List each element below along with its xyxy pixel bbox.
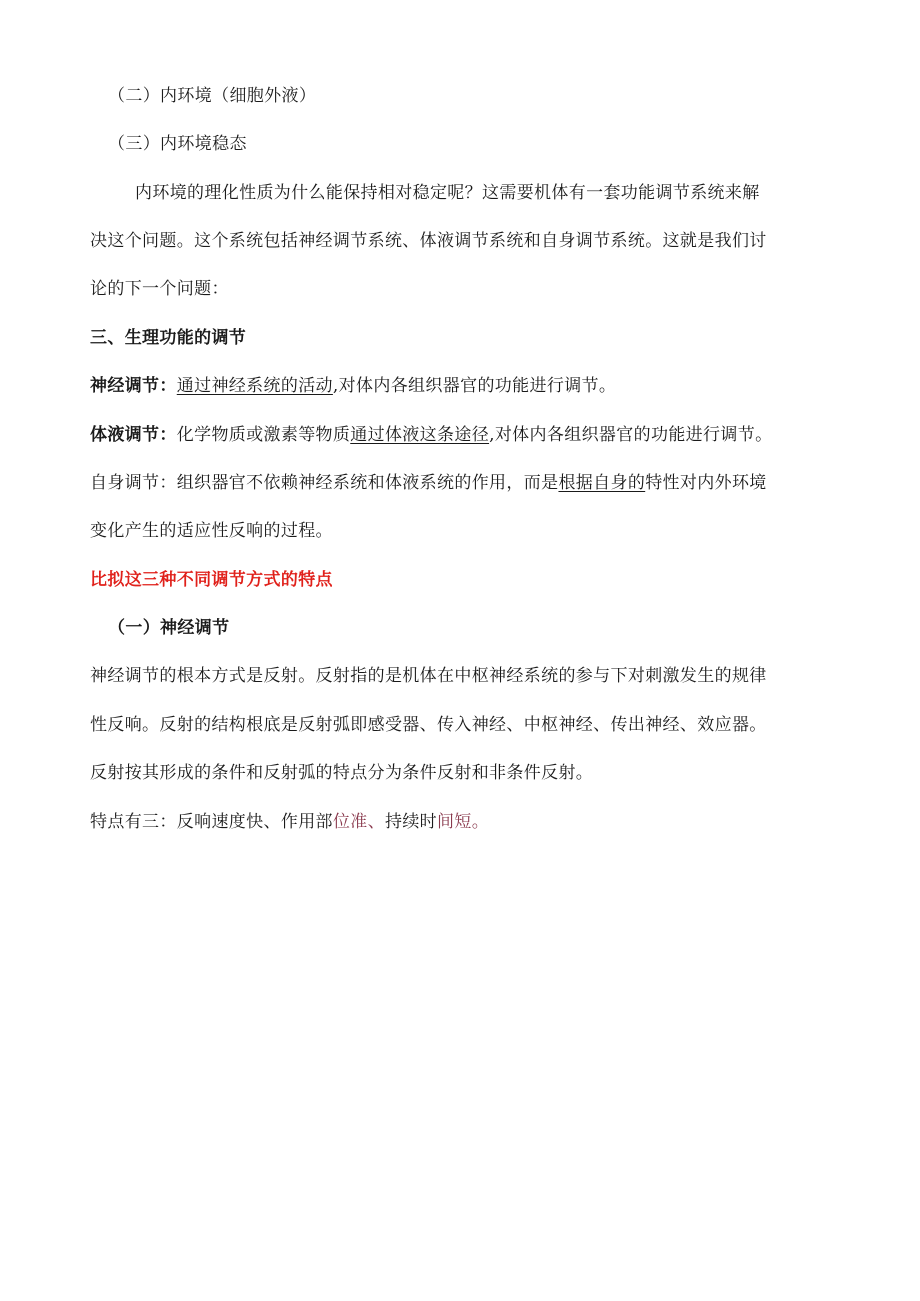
features-prefix: 特点有三：反响速度快、作用部	[90, 812, 333, 832]
humoral-underlined: 通过体液这条途径	[350, 425, 490, 445]
neural-para-line-3: 反射按其形成的条件和反射弧的特点分为条件反射和非条件反射。	[90, 763, 594, 783]
humoral-term: 体液调节：	[90, 425, 177, 445]
features-middle: 持续时	[384, 812, 438, 832]
neural-definition	[90, 374, 616, 398]
comparison-heading: 比拟这三种不同调节方式的特点	[90, 570, 333, 590]
auto-rest: 特性对内外环境	[645, 473, 767, 493]
auto-prefix: 组织器官不依赖神经系统和体液系统的作用，而是	[176, 473, 559, 493]
neural-para-line-2: 性反响。反射的结构根底是反射弧即感受器、传入神经、中枢神经、传出神经、效应器。	[90, 715, 767, 735]
intro-line-2: 决这个问题。这个系统包括神经调节系统、体液调节系统和自身调节系统。这就是我们讨	[90, 231, 767, 251]
inner-env-heading: （二）内环境（细胞外液）	[108, 86, 317, 106]
auto-definition-line-2: 变化产生的适应性反响的过程。	[90, 521, 333, 541]
intro-line-3: 论的下一个问题：	[90, 279, 229, 299]
regulation-heading: 三、生理功能的调节	[90, 328, 247, 348]
features-highlight-2: 间短。	[437, 812, 490, 832]
neural-term: 神经调节：	[90, 376, 177, 396]
neural-underlined: 通过神经系统的活动	[176, 376, 333, 396]
features-highlight-1: 位准、	[332, 812, 385, 832]
features-line	[90, 810, 489, 834]
auto-definition	[90, 471, 767, 495]
neural-rest: ,对体内各组织器官的功能进行调节。	[332, 376, 617, 396]
neural-subheading: （一）神经调节	[108, 618, 230, 638]
auto-term: 自身调节：	[90, 473, 177, 493]
humoral-prefix: 化学物质或激素等物质	[176, 425, 351, 445]
homeostasis-heading: （三）内环境稳态	[108, 134, 247, 154]
auto-underlined: 根据自身的	[558, 473, 646, 493]
intro-line-1: 内环境的理化性质为什么能保持相对稳定呢？这需要机体有一套功能调节系统来解	[135, 183, 760, 203]
humoral-definition	[90, 423, 772, 447]
humoral-rest: ,对体内各组织器官的功能进行调节。	[489, 425, 773, 445]
neural-para-line-1: 神经调节的根本方式是反射。反射指的是机体在中枢神经系统的参与下对刺激发生的规律	[90, 666, 767, 686]
